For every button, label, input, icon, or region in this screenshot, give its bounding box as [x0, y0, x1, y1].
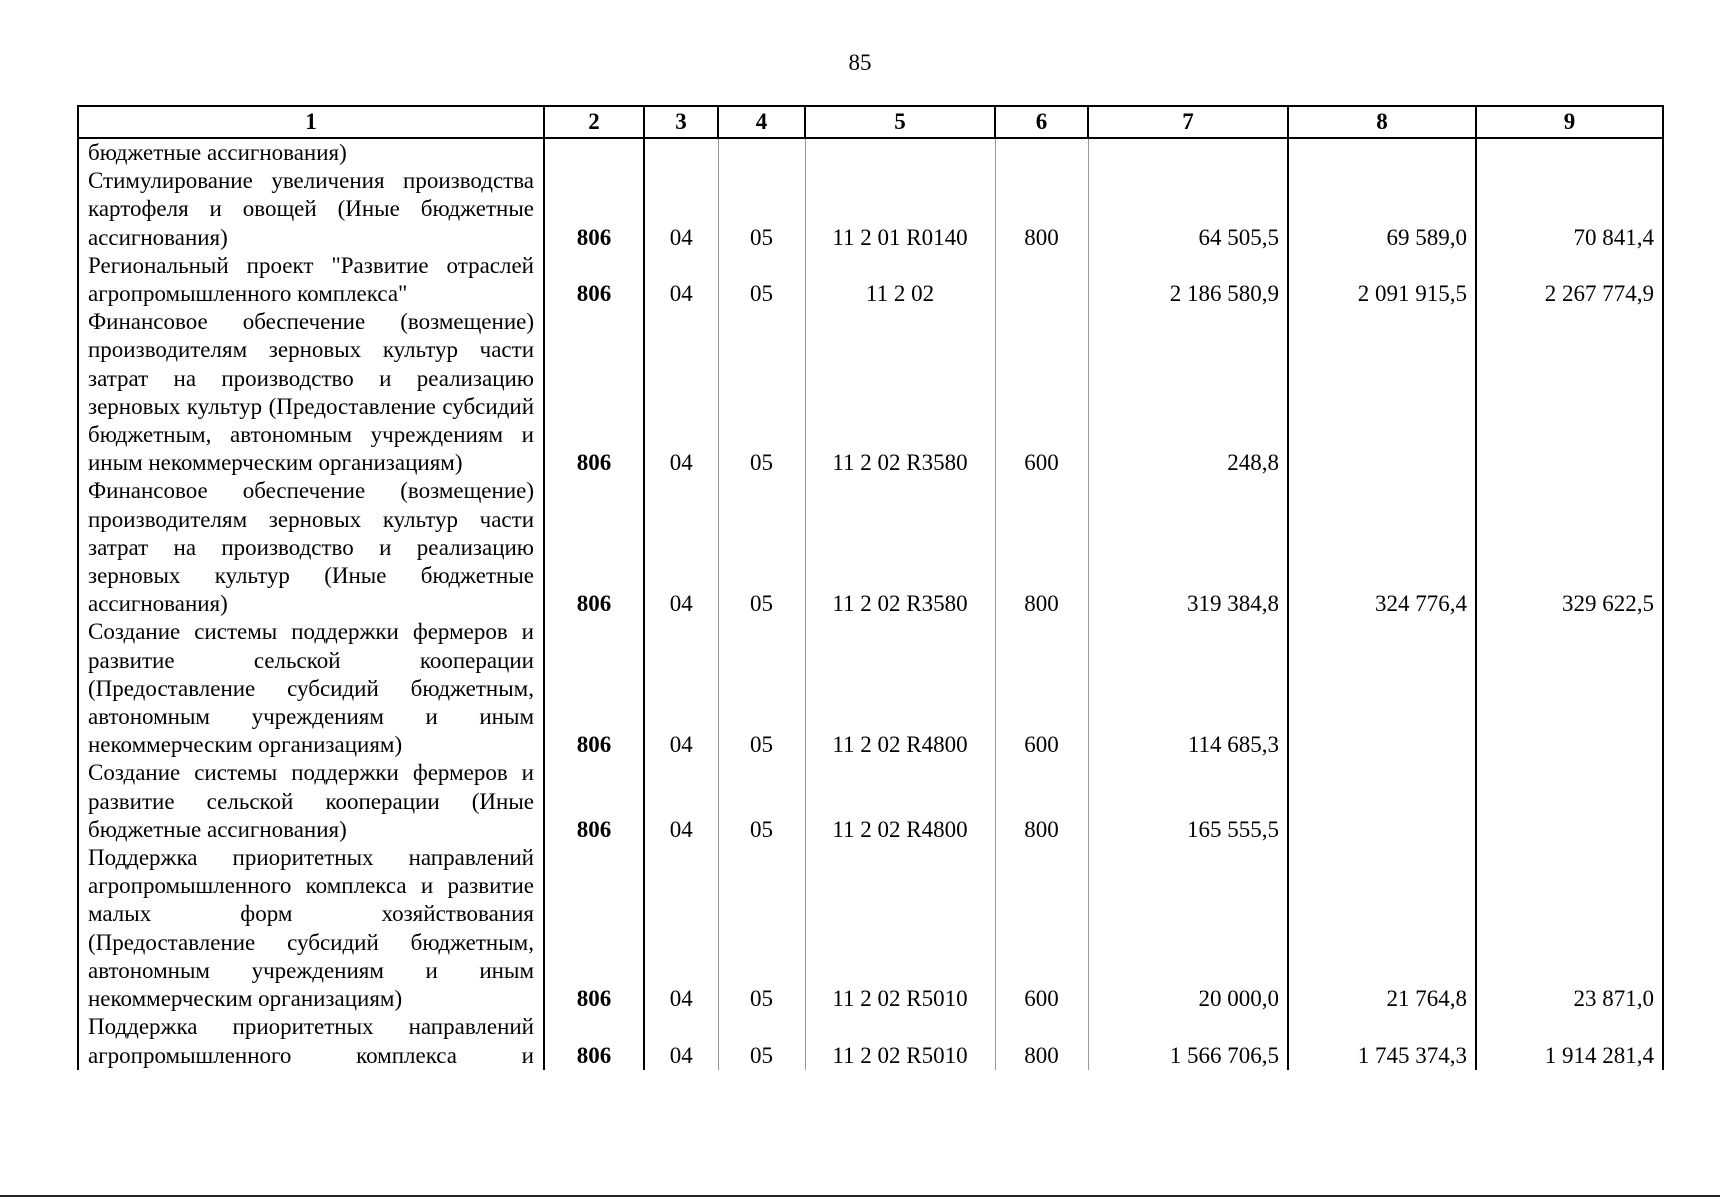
row-sum-year3: 1 914 281,4: [1476, 1013, 1663, 1069]
row-sum-year3: [1476, 308, 1663, 477]
row-section: [644, 138, 718, 167]
row-subsection: 05: [718, 167, 805, 252]
row-expense-type: 800: [995, 759, 1088, 844]
column-header-9: 9: [1476, 106, 1663, 138]
row-sum-year1: [1088, 138, 1288, 167]
row-target: 11 2 01 R0140: [805, 167, 995, 252]
row-sum-year3: 23 871,0: [1476, 844, 1663, 1013]
column-header-5: 5: [805, 106, 995, 138]
row-sum-year3: 329 622,5: [1476, 477, 1663, 618]
table-row: [78, 252, 1663, 308]
row-code: 806: [544, 167, 644, 252]
column-header-7: 7: [1088, 106, 1288, 138]
row-sum-year2: 324 776,4: [1288, 477, 1476, 618]
row-sum-year2: [1288, 618, 1476, 759]
row-subsection: 05: [718, 844, 805, 1013]
row-sum-year3: [1476, 759, 1663, 844]
row-code: 806: [544, 1013, 644, 1069]
row-section: 04: [644, 477, 718, 618]
row-name: Создание системы поддержки фермеров и развитие сельской кооперации (Иные бюджетные ассигнования): [78, 759, 544, 844]
row-name: Региональный проект "Развитие отраслей агропромышленного комплекса": [78, 252, 544, 308]
row-section: 04: [644, 1013, 718, 1069]
budget-table: [77, 105, 1664, 1070]
row-sum-year1: 319 384,8: [1088, 477, 1288, 618]
page-number: [0, 50, 1720, 76]
column-header-2: 2: [544, 106, 644, 138]
row-sum-year3: [1476, 618, 1663, 759]
row-sum-year2: 1 745 374,3: [1288, 1013, 1476, 1069]
row-sum-year1: 2 186 580,9: [1088, 252, 1288, 308]
row-section: 04: [644, 167, 718, 252]
row-subsection: [718, 138, 805, 167]
row-sum-year2: [1288, 138, 1476, 167]
row-expense-type: 600: [995, 308, 1088, 477]
row-subsection: 05: [718, 308, 805, 477]
column-header-6: 6: [995, 106, 1088, 138]
row-target: [805, 138, 995, 167]
row-code: 806: [544, 252, 644, 308]
row-sum-year2: 2 091 915,5: [1288, 252, 1476, 308]
column-header-8: 8: [1288, 106, 1476, 138]
row-expense-type: 800: [995, 1013, 1088, 1069]
row-expense-type: 600: [995, 618, 1088, 759]
row-subsection: 05: [718, 618, 805, 759]
row-sum-year1: 114 685,3: [1088, 618, 1288, 759]
row-name: Стимулирование увеличения производства картофеля и овощей (Иные бюджетные ассигнования): [78, 167, 544, 252]
row-name: Создание системы поддержки фермеров и развитие сельской кооперации (Предоставление субсидий бюджетным, автономным учреждениям и иным некоммерческим организациям): [78, 618, 544, 759]
row-sum-year1: 64 505,5: [1088, 167, 1288, 252]
row-expense-type: [995, 252, 1088, 308]
row-target: 11 2 02 R3580: [805, 308, 995, 477]
row-sum-year1: 20 000,0: [1088, 844, 1288, 1013]
row-expense-type: 600: [995, 844, 1088, 1013]
row-section: 04: [644, 308, 718, 477]
table-row: [78, 308, 1663, 477]
table-row: [78, 618, 1663, 759]
row-section: 04: [644, 844, 718, 1013]
column-header-4: 4: [718, 106, 805, 138]
row-name: бюджетные ассигнования): [78, 138, 544, 167]
row-sum-year2: [1288, 308, 1476, 477]
column-header-1: 1: [78, 106, 544, 138]
row-sum-year1: 248,8: [1088, 308, 1288, 477]
row-expense-type: 800: [995, 167, 1088, 252]
page-bottom-edge: [0, 1195, 1720, 1197]
row-target: 11 2 02 R5010: [805, 844, 995, 1013]
row-name: Финансовое обеспечение (возмещение) производителям зерновых культур части затрат на производство и реализацию зерновых культур (Предоставление субсидий бюджетным, автономным учреждениям и иным некоммерческим организациям): [78, 308, 544, 477]
table-row: [78, 759, 1663, 844]
row-sum-year1: 1 566 706,5: [1088, 1013, 1288, 1069]
row-sum-year3: 70 841,4: [1476, 167, 1663, 252]
table-header-row: [78, 106, 1663, 138]
row-subsection: 05: [718, 252, 805, 308]
table-row: [78, 477, 1663, 618]
row-sum-year2: [1288, 759, 1476, 844]
table-row: [78, 844, 1663, 1013]
row-name: Поддержка приоритетных направлений агропромышленного комплекса и: [78, 1013, 544, 1069]
page-number-text: 85: [848, 50, 872, 75]
row-code: 806: [544, 759, 644, 844]
row-sum-year2: 69 589,0: [1288, 167, 1476, 252]
row-sum-year3: 2 267 774,9: [1476, 252, 1663, 308]
row-sum-year2: 21 764,8: [1288, 844, 1476, 1013]
row-code: 806: [544, 308, 644, 477]
row-target: 11 2 02 R4800: [805, 759, 995, 844]
row-section: 04: [644, 759, 718, 844]
row-target: 11 2 02 R3580: [805, 477, 995, 618]
row-name: Финансовое обеспечение (возмещение) производителям зерновых культур части затрат на производство и реализацию зерновых культур (Иные бюджетные ассигнования): [78, 477, 544, 618]
row-code: 806: [544, 844, 644, 1013]
row-target: 11 2 02: [805, 252, 995, 308]
row-expense-type: [995, 138, 1088, 167]
row-target: 11 2 02 R4800: [805, 618, 995, 759]
row-code: 806: [544, 477, 644, 618]
row-subsection: 05: [718, 1013, 805, 1069]
column-header-3: 3: [644, 106, 718, 138]
row-target: 11 2 02 R5010: [805, 1013, 995, 1069]
row-sum-year3: [1476, 138, 1663, 167]
row-name: Поддержка приоритетных направлений агропромышленного комплекса и развитие малых форм хозяйствования (Предоставление субсидий бюджетным, автономным учреждениям и иным некоммерческим организациям): [78, 844, 544, 1013]
row-subsection: 05: [718, 759, 805, 844]
table-row: [78, 167, 1663, 252]
table-row: [78, 1013, 1663, 1069]
row-section: 04: [644, 618, 718, 759]
row-sum-year1: 165 555,5: [1088, 759, 1288, 844]
row-code: [544, 138, 644, 167]
row-code: 806: [544, 618, 644, 759]
row-subsection: 05: [718, 477, 805, 618]
row-section: 04: [644, 252, 718, 308]
row-expense-type: 800: [995, 477, 1088, 618]
table-row: [78, 138, 1663, 167]
